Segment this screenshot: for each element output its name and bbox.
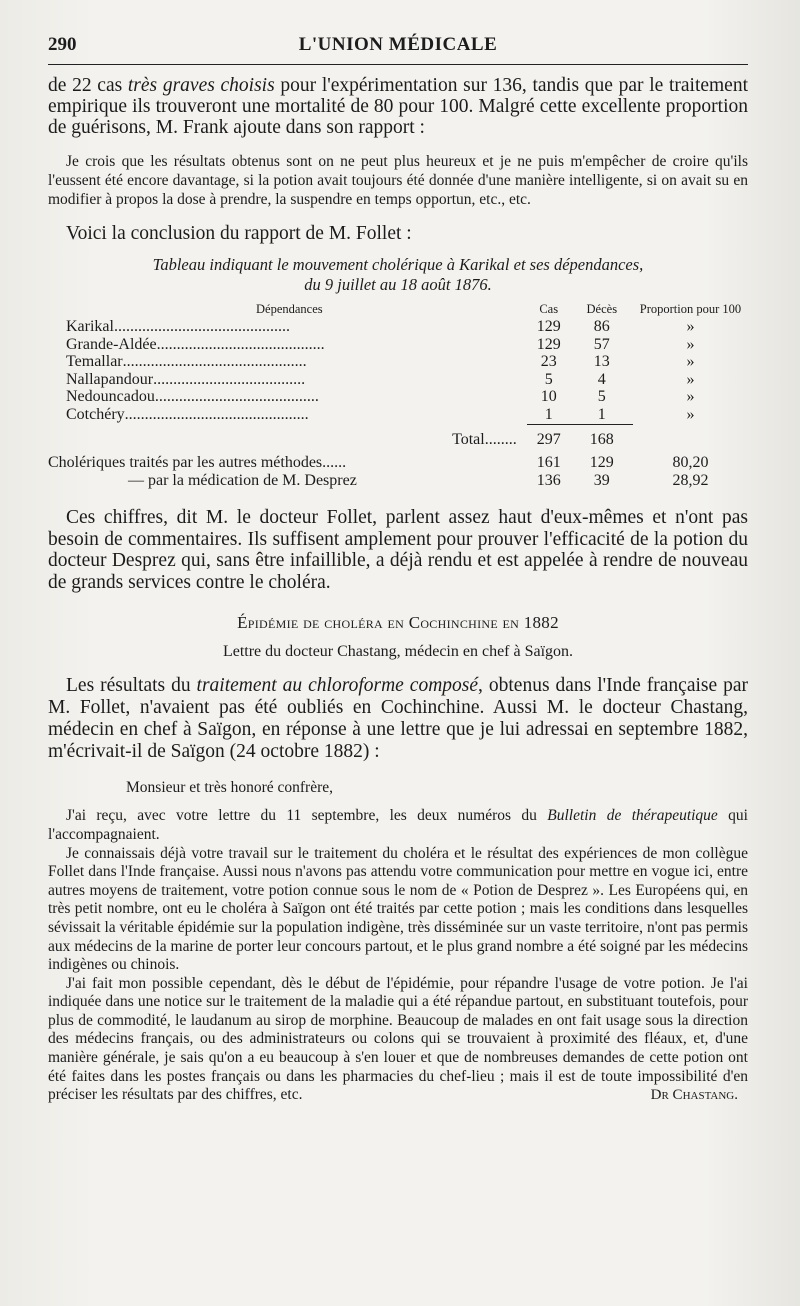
col-cas: Cas [539,302,559,316]
row-name: Nallapandour [66,370,154,388]
treatment-emphasis: traitement au chloroforme composé [196,675,479,697]
table-row: Grande-Aldée.......................................... 129 57 » [48,336,748,354]
cholera-table [48,301,748,489]
table-header-row [48,301,748,318]
comparison-cas: 136 [536,471,561,489]
row-cas: 10 [540,388,557,406]
page-header [48,34,748,65]
comparison-deces: 39 [593,471,610,489]
row-name: Grande-Aldée [66,335,157,353]
table-row: Nedouncadou......................................... 10 5 » [48,388,748,406]
row-proportion: » [686,370,695,388]
table-row: Temallar.............................................. 23 13 » [48,353,748,371]
comparison-row [48,454,748,472]
row-deces: 5 [597,388,606,406]
follet-conclusion-intro: Voici la conclusion du rapport de M. Follet : [66,223,412,244]
follet-commentary: Ces chiffres, dit M. le docteur Follet, parlent assez haut d'eux-mêmes et n'ont pas besoin de commentaires. Ils suffisent amplement pour prouver l'efficacité de la potion du docteur Desprez qui, sans être infaillible, a déjà rendu et est appelée à rendre de nouveau de grands services contre le choléra. [48,507,748,593]
comparison-proportion: 28,92 [672,471,709,489]
comparison-label: Cholériques traités par les autres méthodes...... [48,454,347,472]
comparison-deces: 129 [589,454,614,472]
row-deces: 86 [593,318,610,335]
letter-paragraph-2: Je connaissais déjà votre travail sur le traitement du choléra et le résultat des expériences de mon collègue Follet dans l'Inde française. Aussi nous n'avons pas attendu votre communication pour mettre en vogue ici, entre autres moyens de traitement, votre potion connue sous le nom de « Potion de Desprez ». Les Européens qui, en très petit nombre, ont eu le choléra à Saïgon ont été traités par cette potion ; mais les conditions dans lesquelles sévissait la véritable épidémie sur la population indigène, très disséminée sur un vaste territoire, n'ont pas permis aux médecins de la marine de porter leur concours partout, et le plus grand nombre a été soigné par les médecins indigènes ou chinois. [48,844,748,974]
row-proportion: » [686,318,695,335]
comparison-cas: 161 [536,454,561,472]
row-name: Temallar [66,353,123,371]
comparison-row [48,472,748,490]
row-deces: 4 [597,370,606,388]
letter-salutation: Monsieur et très honoré confrère, [126,779,334,797]
row-proportion: » [686,406,695,424]
row-cas: 129 [536,335,561,353]
row-cas: 5 [544,370,553,388]
intro-paragraph: de 22 cas très graves choisis pour l'expérimentation sur 136, tandis que par le traitement empirique ils trouveront une mortalité de 80 pour 100. Malgré cette excellente proportion de guérisons, M. Frank ajoute dans son rapport : [48,75,749,138]
row-proportion: » [686,388,695,406]
col-dependances: Dépendances [256,302,323,316]
frank-quote: Je crois que les résultats obtenus sont on ne peut plus heureux et je ne puis m'empêcher de croire qu'ils l'eussent été encore davantage, si la potion avait toujours été donnée d'une manière intelligente, si on avait su en modifier à propos la dose à prendre, la suspendre en temps opportun, etc., etc. [48,153,748,208]
table-row: Karikal............................................ 129 86 » [48,318,748,336]
total-cas: 297 [536,430,561,448]
section-subtitle: Lettre du docteur Chastang, médecin en chef à Saïgon. [222,643,574,661]
table-caption: Tableau indiquant le mouvement cholérique à Karikal et ses dépendances, du 9 juillet au 18 août 1876. [152,255,644,294]
bulletin-title: Bulletin de thérapeutique [547,807,718,825]
row-deces: 1 [597,405,606,423]
page-number: 290 [48,34,77,55]
total-label: Total........ [452,430,517,448]
section-title: Épidémie de choléra en Cochinchine en 1882 [237,613,559,633]
letter-paragraph-3: J'ai fait mon possible cependant, dès le début de l'épidémie, pour répandre l'usage de votre potion. Je l'ai indiquée dans une notice sur le traitement de la maladie qui a été répandue partout, en substituant toutefois, pour plus de commodité, le laudanum au sirop de morphine. Beaucoup de malades en ont fait usage sous la direction des médecins français, ou des administrateurs ou colons qui se trouvaient à proximité des fléaux, et, d'une manière générale, je sais qu'on a eu beaucoup à s'en louer et que de nombreuses demandes de cette potion ont été faites dans les postes français ou dans les pharmacies du chef-lieu ; mais il est de toute impossibilité d'en préciser les résultats par des chiffres, etc. [48,974,748,1104]
intro-emphasis: très graves choisis [127,75,275,96]
row-cas: 23 [540,353,557,371]
table-total-row [48,431,748,449]
total-deces: 168 [589,430,614,448]
table-row: Cotchéry.............................................. 1 1 » [48,406,748,424]
comparison-proportion: 80,20 [672,454,709,472]
row-cas: 129 [536,318,561,335]
row-name: Nedouncadou [66,388,155,406]
row-name: Karikal [66,318,114,335]
col-proportion: Proportion pour 100 [639,302,742,316]
row-deces: 13 [593,353,610,371]
letter-signature: Dr Chastang. [650,1086,738,1103]
cochinchine-paragraph: Les résultats du traitement au chloroforme composé, obtenus dans l'Inde française par M. Follet, n'avaient pas été oubliés en Cochinchine. Aussi M. le docteur Chastang, médecin en chef à Saïgon, en réponse à une lettre que je lui adressai en septembre 1882, m'écrivait-il de Saïgon (24 octobre 1882) : [48,675,748,763]
letter-paragraph-1: J'ai reçu, avec votre lettre du 11 septembre, les deux numéros du Bulletin de thérapeutique qui l'accompagnaient. [48,807,748,843]
row-name: Cotchéry [66,406,125,424]
table-row: Nallapandour...................................... 5 4 » [48,371,748,389]
row-deces: 57 [593,335,610,353]
comparison-label: — par la médication de M. Desprez [128,471,357,489]
row-proportion: » [686,335,695,353]
author-name: Chastang [337,643,397,661]
col-deces: Décès [586,302,618,316]
row-cas: 1 [544,405,553,423]
journal-title: L'UNION MÉDICALE [298,34,498,55]
row-proportion: » [686,353,695,371]
